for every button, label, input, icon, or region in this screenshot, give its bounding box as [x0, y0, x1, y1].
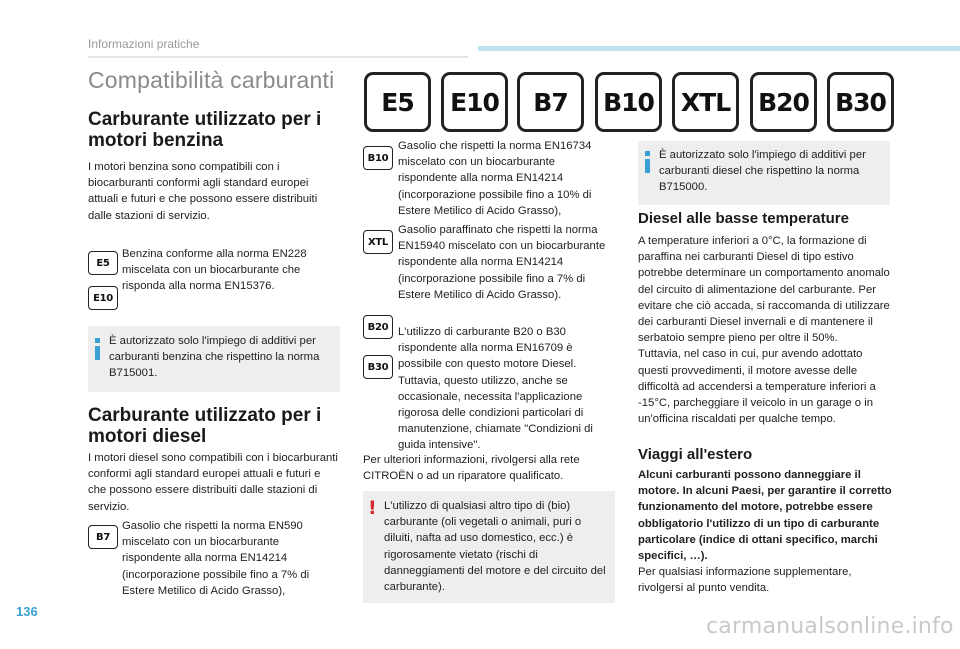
fuel-badge-b30: B30 [827, 72, 894, 132]
b30-small-badge: B30 [363, 355, 393, 379]
travel-text [638, 467, 892, 597]
e10-small-badge: E10 [88, 286, 118, 310]
petrol-heading [88, 109, 348, 151]
diesel-heading [88, 405, 348, 447]
fuel-badge-b7: B7 [517, 72, 584, 132]
petrol-info-text: È autorizzato solo l'impiego di additivi per carburanti benzina che rispettino la norma B715001. [109, 335, 320, 380]
b7-small-badge: B7 [88, 525, 118, 549]
diesel-heading-line2: motori diesel [88, 426, 207, 447]
diesel-info-text: È autorizzato solo l'impiego di additivi per carburanti diesel che rispettino la norma B715000. [659, 149, 866, 194]
b20-small-badge: B20 [363, 315, 393, 339]
section-header: Informazioni pratiche [88, 37, 200, 51]
warning-icon: ! [368, 497, 377, 519]
diesel-heading-line1: Carburante utilizzato per i [88, 405, 322, 426]
low-temp-paragraph-2: Tuttavia, nel caso in cui, pur avendo adottato questi provvedimenti, il motore avesse delle difficoltà ad accendersi a temperature inferiori a -15°C, parcheggiare il veicolo in un garage o in un'officina riscaldati per qualche tempo. [638, 348, 876, 426]
header-accent-bar [478, 46, 960, 51]
fuel-badge-xtl: XTL [672, 72, 739, 132]
petrol-heading-line2: motori benzina [88, 130, 224, 151]
petrol-info-box [88, 326, 340, 392]
travel-heading: Viaggi all'estero [638, 446, 753, 463]
xtl-description: Gasolio paraffinato che rispetti la norma EN15940 miscelato con un biocarburante rispondente alla norma EN14214 (incorporazione possibile fino a 7% di Estere Metilico di Acido Grasso). [398, 224, 606, 301]
b20-b30-description: L'utilizzo di carburante B20 o B30 rispondente alla norma EN16709 è possibile con questo motore Diesel. Tuttavia, questo utilizzo, anche se occasionale, necessita l'applicazione rigorosa delle condizioni particolari di manutenzione, chiamate "Condizioni di guida intensive". [398, 326, 593, 452]
travel-regular-text: Per qualsiasi informazione supplementare, rivolgersi al punto vendita. [638, 566, 852, 595]
page-title: Compatibilità carburanti [88, 67, 335, 93]
low-temp-text [638, 233, 892, 427]
e5-description: Benzina conforme alla norma EN228 miscelata con un biocarburante che risponda alla norma EN15376. [122, 248, 307, 293]
xtl-small-badge: XTL [363, 230, 393, 254]
warning-text: L'utilizzo di qualsiasi altro tipo di (bio) carburante (oli vegetali o animali, puri o diluiti, nafta ad uso domestico, ecc.) è rigorosamente vietato (rischi di danneggiamenti del motore e del circuito del carburante). [384, 500, 606, 594]
e5-small-badge: E5 [88, 251, 118, 275]
low-temp-paragraph-1: A temperature inferiori a 0°C, la formazione di paraffina nei carburanti Diesel di tipo estivo potrebbe determinare un comportamento anomalo del circuito di alimentazione del carburante. Per evitare che ciò accada, si raccomanda di utilizzare dei carburanti Diesel invernali e di mantenere il serbatoio sempre pieno per oltre il 50%. [638, 235, 890, 345]
b7-description: Gasolio che rispetti la norma EN590 miscelato con un biocarburante rispondente alla norma EN14214 (incorporazione possibile fino a 7% di Estere Metilico di Acido Grasso), [122, 520, 310, 597]
diesel-info-box [638, 141, 890, 205]
petrol-intro: I motori benzina sono compatibili con i biocarburanti conformi agli standard europei attuali e futuri e che possono essere distribuiti dalle stazioni di servizio. [88, 161, 318, 222]
low-temp-heading: Diesel alle basse temperature [638, 210, 849, 227]
header-divider [88, 56, 468, 58]
b10-description: Gasolio che rispetti la norma EN16734 miscelato con un biocarburante rispondente alla norma EN14214 (incorporazione possibile fino a 10% di Estere Metilico di Acido Grasso), [398, 140, 592, 217]
diesel-intro: I motori diesel sono compatibili con i biocarburanti conformi agli standard europei attuali e futuri e che possono essere distribuiti dalle stazioni di servizio. [88, 452, 338, 513]
fuel-badge-b10: B10 [595, 72, 662, 132]
more-info-text: Per ulteriori informazioni, rivolgersi alla rete CITROËN o ad un riparatore qualificato. [363, 454, 580, 483]
b10-small-badge: B10 [363, 146, 393, 170]
travel-bold-text: Alcuni carburanti possono danneggiare il motore. In alcuni Paesi, per garantire il corretto funzionamento del motore, potrebbe essere obbligatorio l'utilizzo di un tipo di carburante particolare (indice di ottani specifico, marchi specifici, …). [638, 469, 892, 563]
fuel-badge-b20: B20 [750, 72, 817, 132]
petrol-heading-line1: Carburante utilizzato per i [88, 109, 322, 130]
fuel-badge-e10: E10 [441, 72, 508, 132]
watermark: carmanualsonline.info [706, 614, 954, 639]
fuel-badge-e5: E5 [364, 72, 431, 132]
warning-box [363, 491, 615, 603]
page-number: 136 [16, 604, 38, 619]
